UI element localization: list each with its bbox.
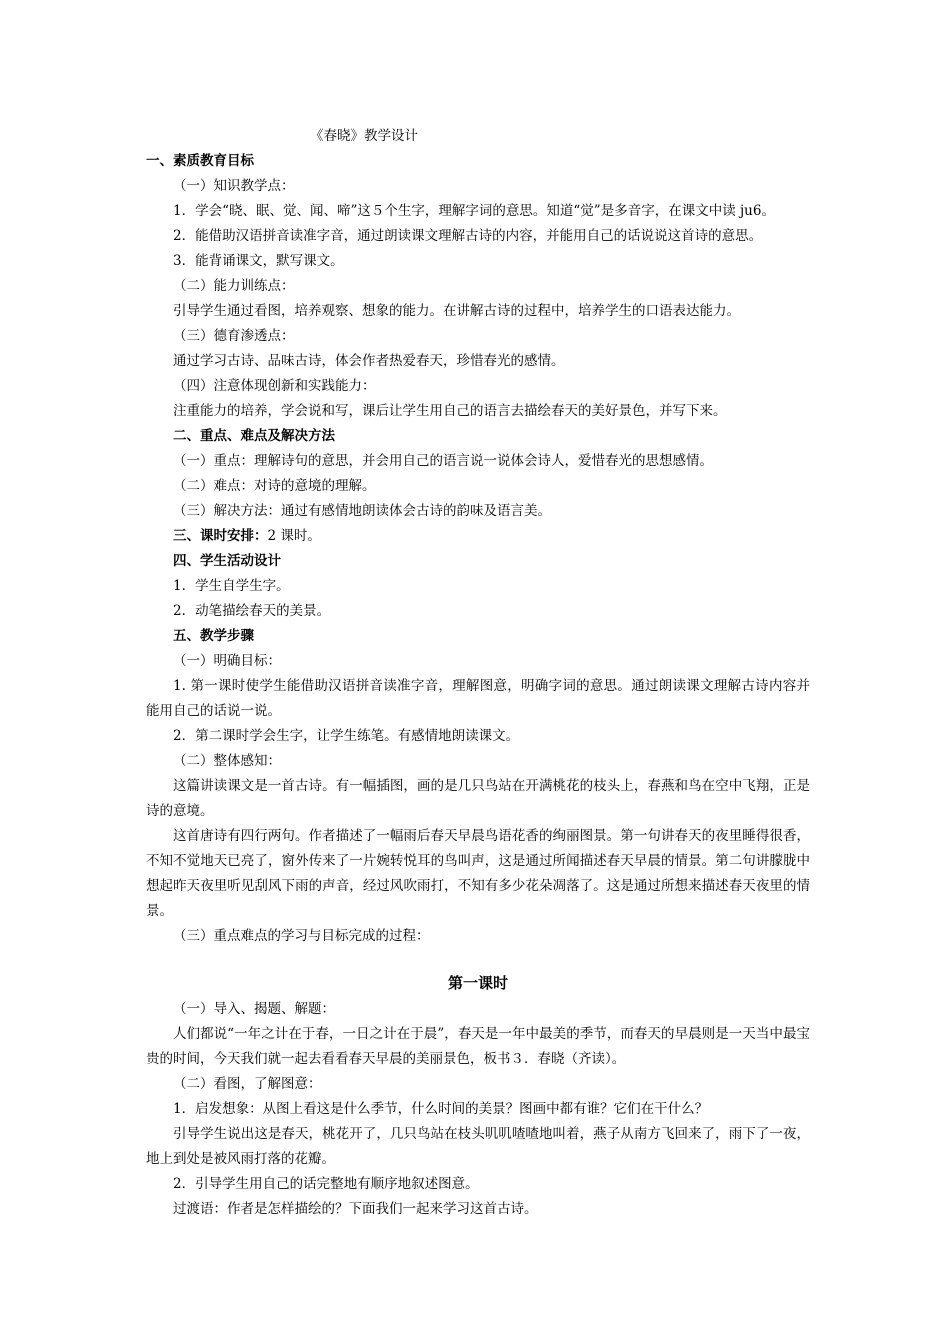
activity-item-1: 1．学生自学生字。 <box>173 578 290 594</box>
innovation-text: 注重能力的培养，学会说和写，课后让学生用自己的语言去描绘春天的美好景色，并写下来。 <box>173 403 727 419</box>
subheading-knowledge: （一）知识教学点： <box>173 178 295 194</box>
section-heading-schedule: 三、课时安排： <box>173 528 268 544</box>
subheading-process: （三）重点难点的学习与目标完成的过程： <box>173 928 430 944</box>
activity-item-2: 2．动笔描绘春天的美景。 <box>173 603 331 619</box>
schedule-value: 2 课时。 <box>267 528 321 544</box>
objective-paragraph-2: 2．第二课时学会生字，让学生练笔。有感情地朗读课文。 <box>173 728 520 744</box>
overall-paragraph-2: 这首唐诗有四行两句。作者描述了一幅雨后春天早晨鸟语花香的绚丽图景。第一句讲春天的夜里睡得很香，不知不觉地天已亮了，窗外传来了一片婉转悦耳的鸟叫声，这是通过所闻描述春天早晨的情景。第二句讲朦胧中想起昨天夜里听见刮风下雨的声音，经过风吹雨打，不知有多少花朵凋落了。这是通过所想来描述春天夜里的情景。 <box>146 828 810 919</box>
section-heading-steps: 五、教学步骤 <box>173 628 254 644</box>
document-body <box>146 124 810 1222</box>
subheading-overall: （二）整体感知： <box>173 753 281 769</box>
overall-paragraph-1: 这篇讲读课文是一首古诗。有一幅插图，画的是几只鸟站在开满桃花的枝头上，春燕和鸟在空中飞翔，正是诗的意境。 <box>146 778 810 819</box>
key-point-line: （一）重点：理解诗句的意思，并会用自己的语言说一说体会诗人，爱惜春光的思想感情。 <box>173 453 713 469</box>
lesson-title: 第一课时 <box>447 974 508 992</box>
section-heading-key-points: 二、重点、难点及解决方法 <box>173 428 335 444</box>
picture-answer-paragraph: 引导学生说出这是春天，桃花开了，几只鸟站在枝头叽叽喳喳地叫着，燕子从南方飞回来了，雨下了一夜，地上到处是被风雨打落的花瓣。 <box>146 1126 810 1167</box>
picture-question: 1．启发想象：从图上看这是什么季节，什么时间的美景？图画中都有谁？它们在干什么？ <box>173 1101 709 1117</box>
subheading-ability: （二）能力训练点： <box>173 278 295 294</box>
knowledge-item-3: 3．能背诵课文，默写课文。 <box>173 253 344 269</box>
subheading-picture: （二）看图，了解图意： <box>173 1076 322 1092</box>
subheading-introduction: （一）导入、揭题、解题： <box>173 1001 335 1017</box>
subheading-innovation: （四）注意体现创新和实践能力： <box>173 378 376 394</box>
section-heading-goals: 一、素质教育目标 <box>146 153 254 169</box>
document-title: 《春晓》教学设计 <box>310 128 418 144</box>
picture-narration: 2．引导学生用自己的话完整地有顺序地叙述图意。 <box>173 1176 479 1192</box>
subheading-moral: （三）德育渗透点： <box>173 328 295 344</box>
section-schedule <box>146 524 810 549</box>
introduction-paragraph: 人们都说“一年之计在于春，一日之计在于晨”，春天是一年中最美的季节，而春天的早晨则是一天当中最宝贵的时间，今天我们就一起去看看春天早晨的美丽景色，板书３．春晓（齐读）。 <box>146 1026 810 1067</box>
solution-line: （三）解决方法：通过有感情地朗读体会古诗的韵味及语言美。 <box>173 503 551 519</box>
objective-paragraph-1: 1. 第一课时使学生能借助汉语拼音读准字音，理解图意，明确字词的意思。通过朗读课文理解古诗内容并能用自己的话说一说。 <box>146 678 810 719</box>
ability-text: 引导学生通过看图，培养观察、想象的能力。在讲解古诗的过程中，培养学生的口语表达能力。 <box>173 303 740 319</box>
knowledge-item-2: 2．能借助汉语拼音读准字音，通过朗读课文理解古诗的内容，并能用自己的话说说这首诗的意思。 <box>173 228 763 244</box>
moral-text: 通过学习古诗、品味古诗，体会作者热爱春天，珍惜春光的感情。 <box>173 353 565 369</box>
transition-text: 过渡语：作者是怎样描绘的？下面我们一起来学习这首古诗。 <box>173 1201 538 1217</box>
subheading-objectives: （一）明确目标： <box>173 653 281 669</box>
difficulty-line: （二）难点：对诗的意境的理解。 <box>173 478 376 494</box>
section-heading-activities: 四、学生活动设计 <box>173 553 281 569</box>
knowledge-item-1: 1．学会“晓、眠、觉、闻、啼”这５个生字，理解字词的意思。知道“觉”是多音字，在课文中读 ju6。 <box>173 203 775 219</box>
